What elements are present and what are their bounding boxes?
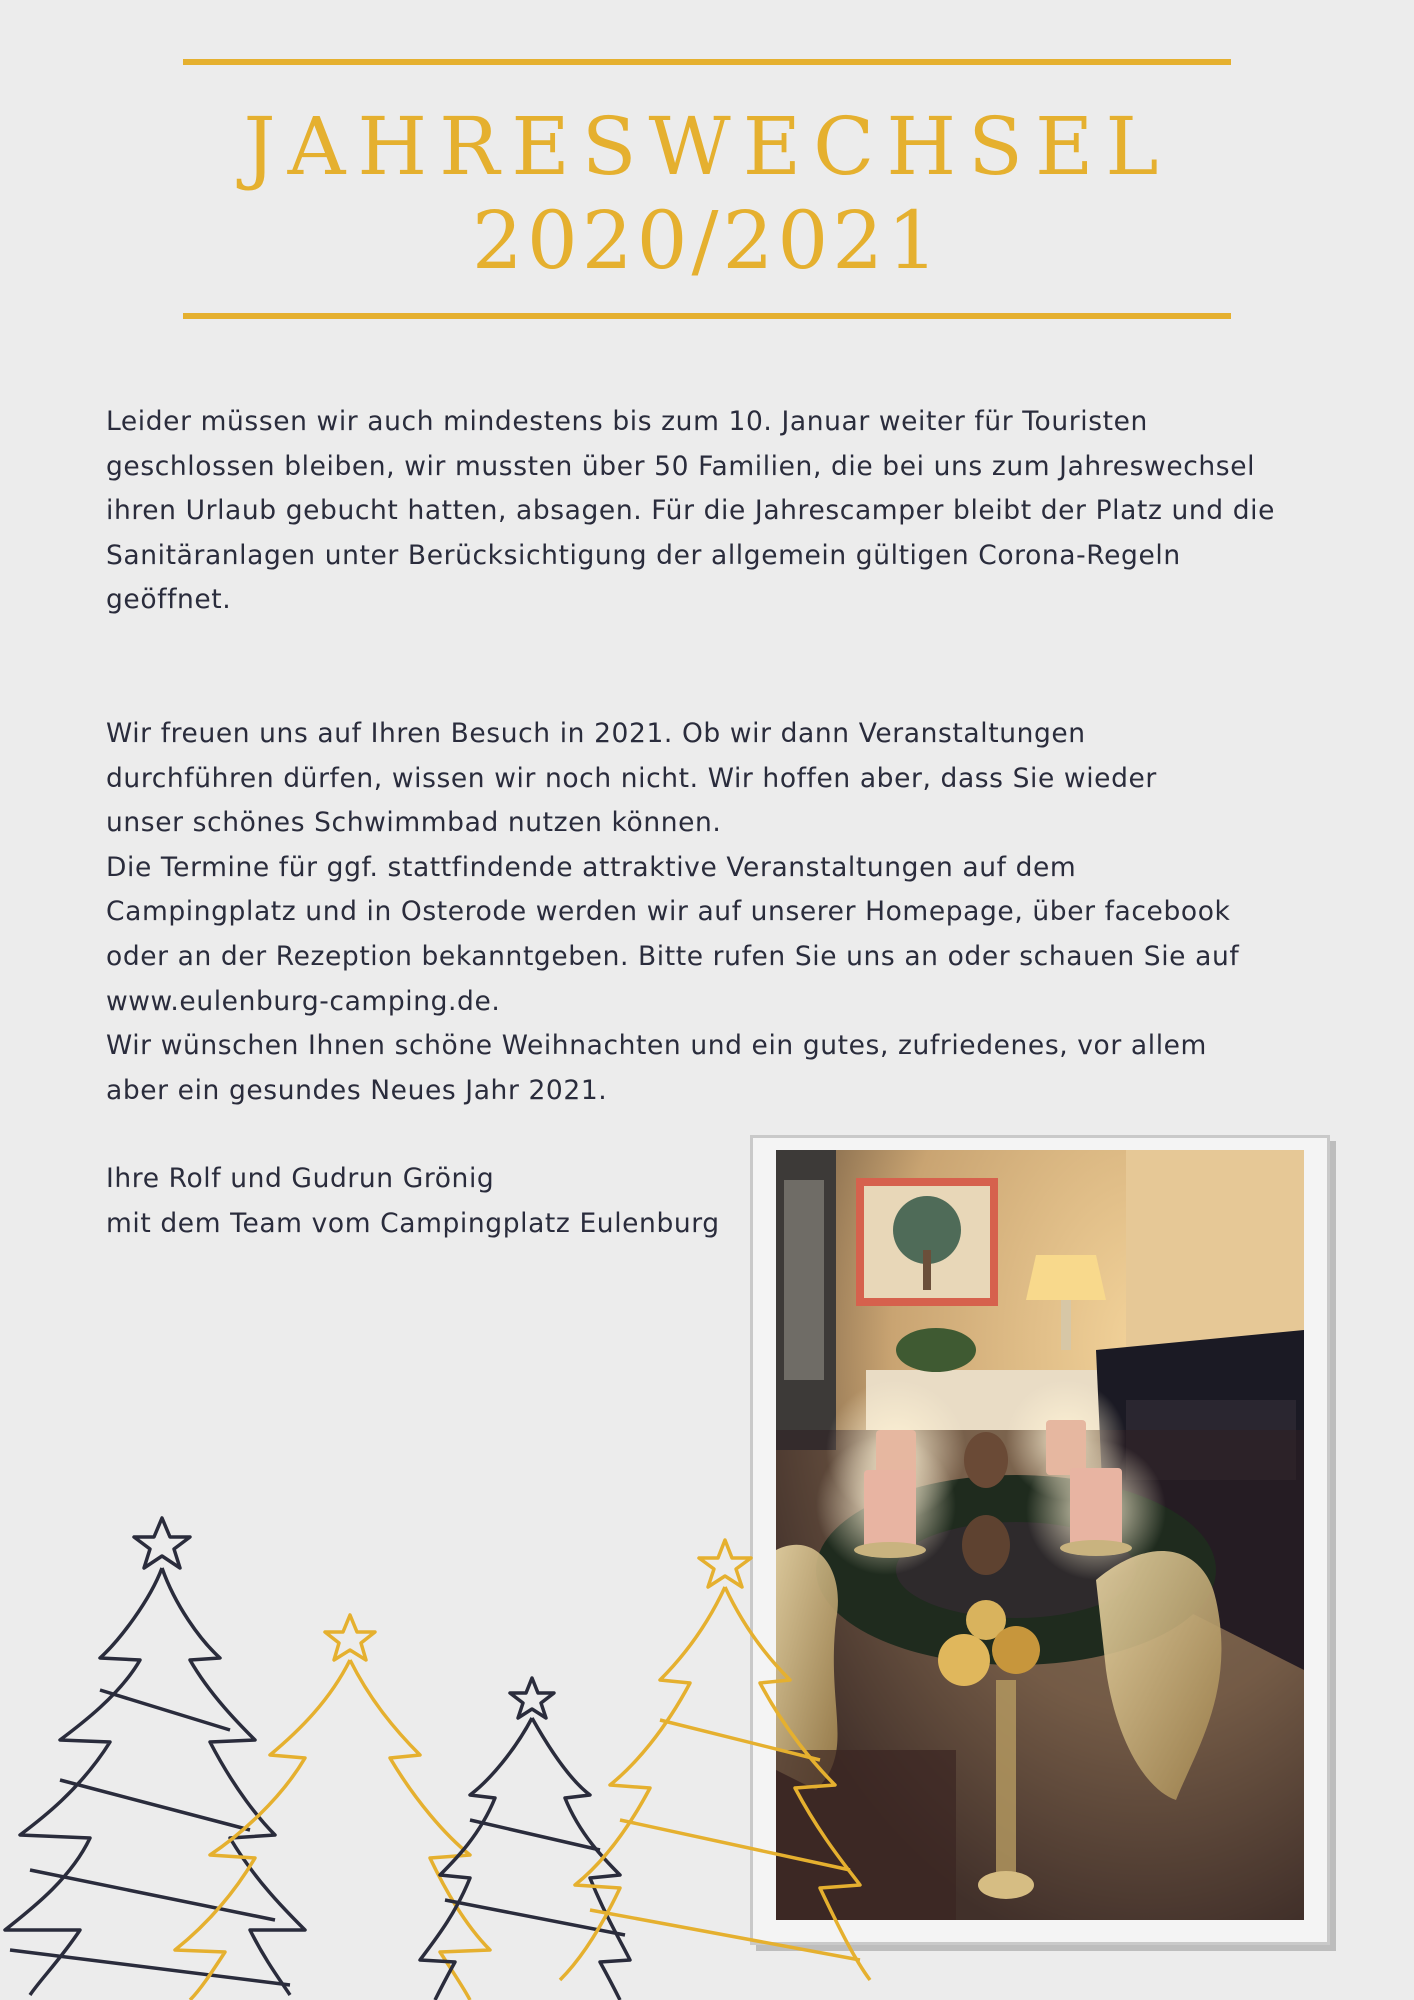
text-line: Wir freuen uns auf Ihren Besuch in 2021. Ob wir dann Veranstaltungen xyxy=(106,718,1086,749)
signature xyxy=(106,1157,720,1246)
christmas-tree-icon xyxy=(560,1540,870,1980)
bottom-divider xyxy=(183,313,1231,319)
text-line: ihren Urlaub gebucht hatten, absagen. Für die Jahrescamper bleibt der Platz und die xyxy=(106,495,1275,527)
closure-paragraph xyxy=(106,400,1336,623)
title-line-2: 2020/2021 xyxy=(471,194,943,287)
greeting-paragraph xyxy=(106,712,1336,1113)
text-line: aber ein gesundes Neues Jahr 2021. xyxy=(106,1074,608,1106)
text-line: Wir wünschen Ihnen schöne Weihnachten und ein gutes, zufriedenes, vor allem xyxy=(106,1030,1207,1062)
christmas-trees-illustration xyxy=(0,1490,880,2000)
christmas-tree-icon xyxy=(175,1615,490,2000)
christmas-tree-icon xyxy=(5,1518,305,1995)
signature-line-2: mit dem Team vom Campingplatz Eulenburg xyxy=(106,1207,720,1239)
page-title xyxy=(0,100,1414,288)
text-line: Sanitäranlagen unter Berücksichtigung der allgemein gültigen Corona-Regeln xyxy=(106,539,1181,571)
text-line: geschlossen bleiben, wir mussten über 50 Familien, die bei uns zum Jahreswechsel xyxy=(106,450,1256,482)
text-line: Leider müssen wir auch mindestens bis zum 10. Januar weiter für Touristen xyxy=(106,406,1148,437)
text-line: oder an der Rezeption bekanntgeben. Bitte rufen Sie uns an oder schauen Sie auf xyxy=(106,940,1240,972)
top-divider xyxy=(183,59,1231,65)
star-icon xyxy=(699,1540,751,1587)
text-line: geöffnet. xyxy=(106,584,232,616)
text-line: durchführen dürfen, wissen wir noch nicht. Wir hoffen aber, dass Sie wieder xyxy=(106,762,1157,794)
text-line: www.eulenburg-camping.de. xyxy=(106,985,501,1017)
text-line: Campingplatz und in Osterode werden wir auf unserer Homepage, über facebook xyxy=(106,896,1231,928)
title-line-1: JAHRESWECHSEL xyxy=(243,100,1171,193)
star-icon xyxy=(510,1678,554,1718)
text-line: unser schönes Schwimmbad nutzen können. xyxy=(106,807,722,839)
star-icon xyxy=(134,1518,190,1568)
signature-line-1: Ihre Rolf und Gudrun Grönig xyxy=(106,1163,495,1194)
text-line: Die Termine für ggf. stattfindende attraktive Veranstaltungen auf dem xyxy=(106,851,1077,883)
star-icon xyxy=(325,1615,375,1660)
